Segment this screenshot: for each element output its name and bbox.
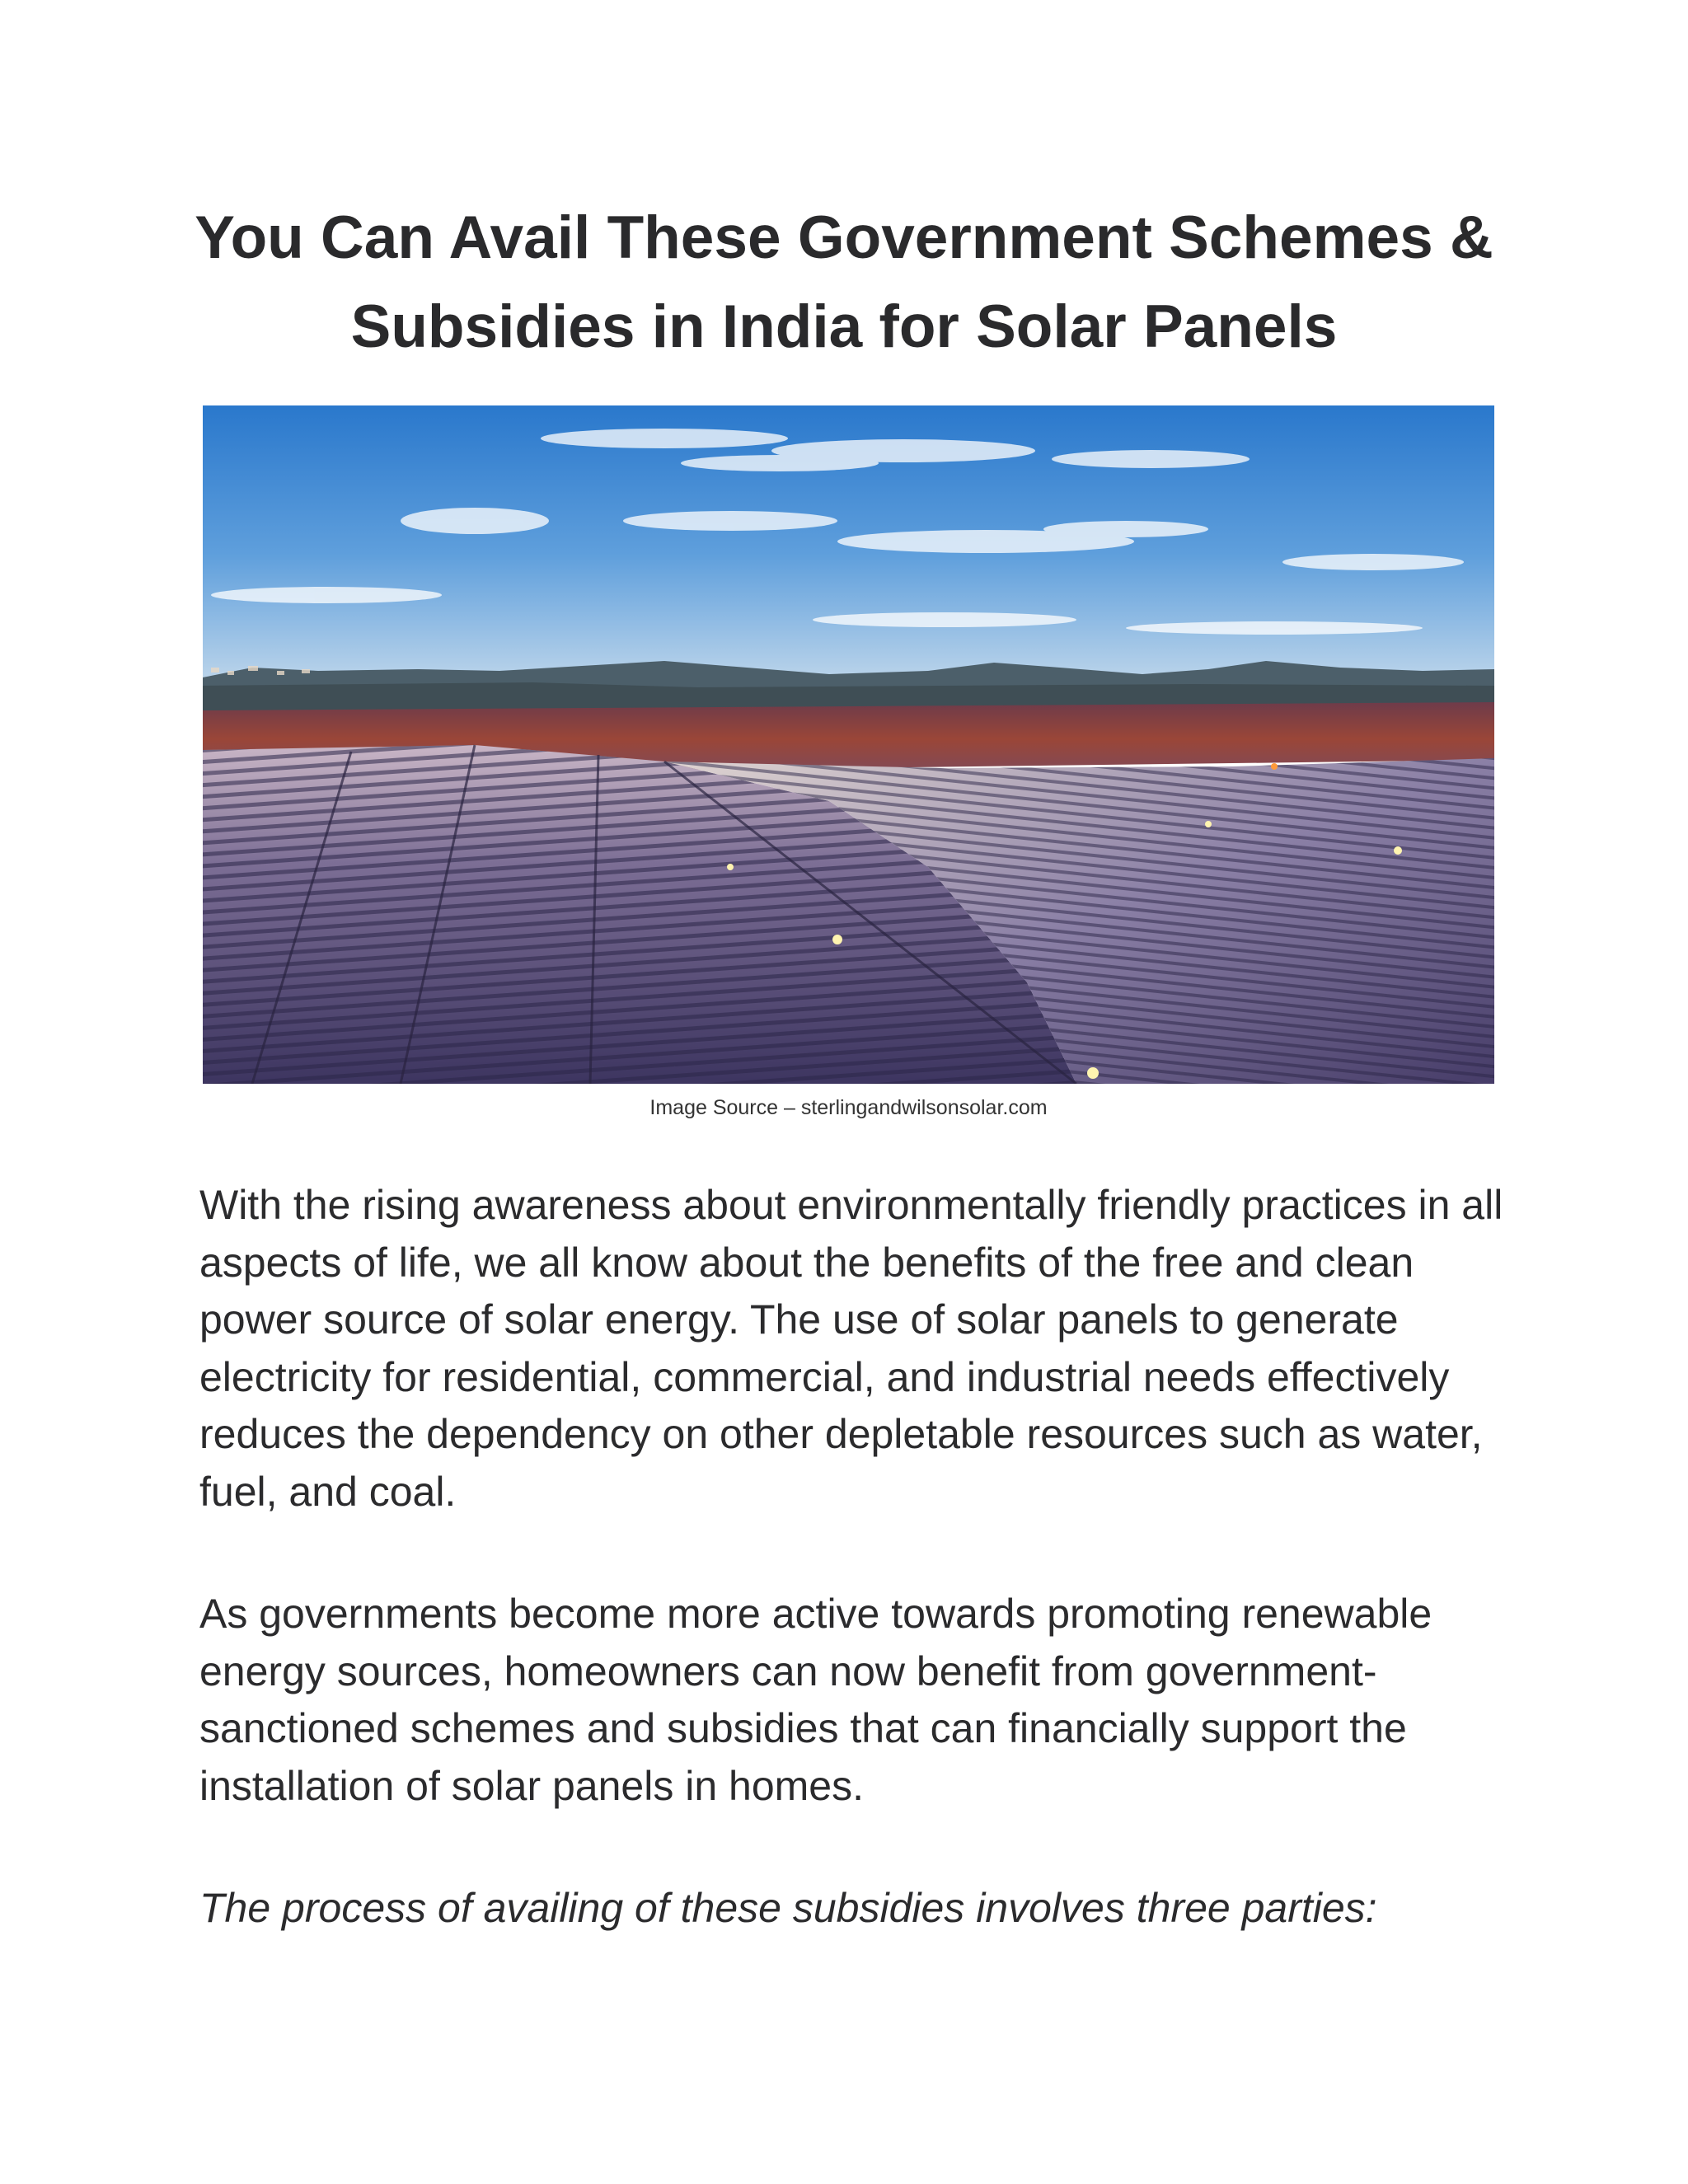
article-title: You Can Avail These Government Schemes & Subsidies in India for Solar Panels [195,204,1493,360]
body-paragraph-italic: The process of availing of these subsidies involves three parties: [199,1885,1377,1931]
body-paragraph-2: As governments become more active towards promoting renewable energy sources, homeowners can now benefit from government-sanctioned schemes and subsidies that can financially support the installation of solar panels in homes. [199,1591,1432,1809]
image-caption: Image Source – sterlingandwilsonsolar.com [649,1096,1048,1119]
solar-farm-image [203,405,1494,1084]
body-paragraph-1: With the rising awareness about environmentally friendly practices in all aspects of life, we all know about the benefits of the free and clean power source of solar energy. The use of solar panels to generate electricity for residential, commercial, and industrial needs effectively reduces the dependency on other depletable resources such as water, fuel, and coal. [199,1182,1503,1515]
